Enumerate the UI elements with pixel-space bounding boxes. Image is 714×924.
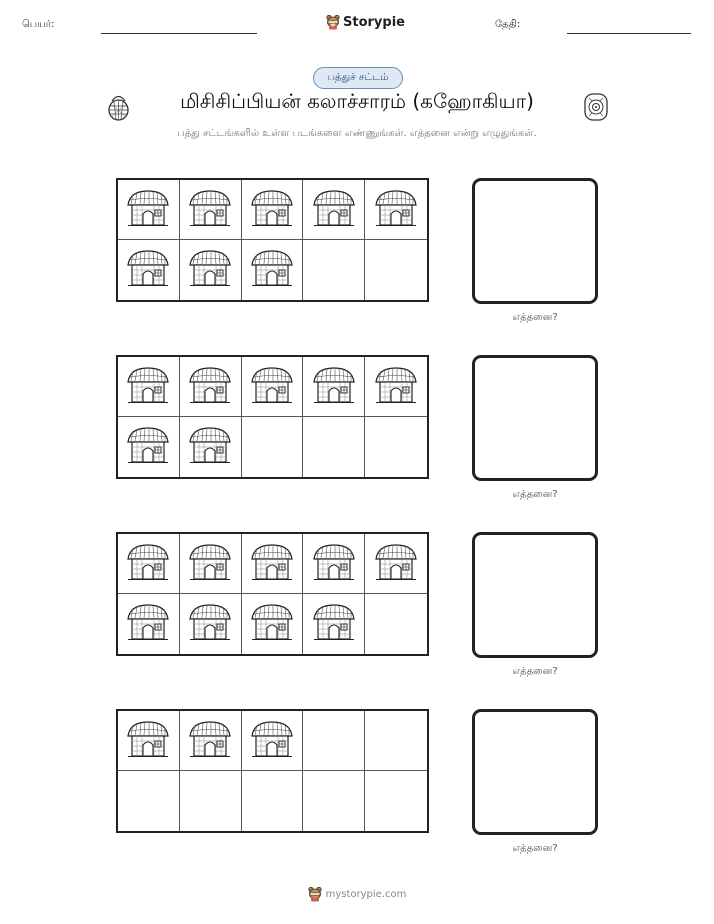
thatched-hut-icon <box>374 188 418 232</box>
thatched-hut-icon <box>126 425 170 469</box>
ten-frame-cell <box>118 594 180 654</box>
thatched-hut-icon <box>126 719 170 763</box>
thatched-hut-icon <box>374 542 418 586</box>
answer-box-1[interactable] <box>472 178 598 304</box>
ten-frame-cell <box>242 240 304 300</box>
thatched-hut-icon <box>188 248 232 292</box>
thatched-hut-icon <box>250 542 294 586</box>
ten-frame-cell <box>242 534 304 594</box>
shell-gorget-icon <box>583 92 609 122</box>
thatched-hut-icon <box>312 542 356 586</box>
thatched-hut-icon <box>374 365 418 409</box>
thatched-hut-icon <box>312 188 356 232</box>
ten-frame-cell <box>242 180 304 240</box>
ten-frame-cell <box>180 534 242 594</box>
ten-frame-cell <box>303 771 365 831</box>
footer <box>0 886 714 902</box>
worksheet-type-badge: பத்துச் சட்டம் <box>313 67 403 89</box>
ten-frame-cell <box>118 240 180 300</box>
ten-frame-cell <box>303 357 365 417</box>
ten-frame-cell <box>303 594 365 654</box>
thatched-hut-icon <box>188 188 232 232</box>
ten-frame-cell <box>242 357 304 417</box>
ten-frame-cell <box>180 180 242 240</box>
ten-frame-cell <box>303 180 365 240</box>
thatched-hut-icon <box>126 248 170 292</box>
ten-frame-cell <box>365 534 427 594</box>
ten-frame-cell <box>118 180 180 240</box>
answer-prompt-1: எத்தனை? <box>512 312 558 323</box>
thatched-hut-icon <box>126 188 170 232</box>
ten-frame-cell <box>303 417 365 477</box>
date-line[interactable] <box>567 33 691 34</box>
thatched-hut-icon <box>250 188 294 232</box>
answer-prompt-3: எத்தனை? <box>512 666 558 677</box>
thatched-hut-icon <box>312 365 356 409</box>
ten-frame-cell <box>118 534 180 594</box>
ten-frame-3 <box>116 532 429 656</box>
answer-prompt-2: எத்தனை? <box>512 489 558 500</box>
worksheet-title: மிசிசிப்பியன் கலாச்சாரம் (கஹோகியா) <box>180 89 534 113</box>
answer-box-3[interactable] <box>472 532 598 658</box>
storypie-bear-logo <box>308 886 322 902</box>
instructions: பத்து சட்டங்களில் உள்ள படங்களை எண்ணுங்கள். எத்தனை என்று எழுதுங்கள். <box>177 128 537 139</box>
ten-frame-cell <box>180 357 242 417</box>
ten-frame-cell <box>118 771 180 831</box>
ten-frame-cell <box>303 240 365 300</box>
footer-url: mystorypie.com <box>325 888 407 900</box>
ten-frame-2 <box>116 355 429 479</box>
ten-frame-cell <box>180 771 242 831</box>
thatched-hut-icon <box>250 248 294 292</box>
storypie-brand <box>326 14 405 30</box>
thatched-hut-icon <box>188 602 232 646</box>
brand-name: Storypie <box>343 14 405 30</box>
ten-frame-cell <box>180 417 242 477</box>
answer-box-2[interactable] <box>472 355 598 481</box>
thatched-hut-icon <box>188 365 232 409</box>
ten-frame-cell <box>242 711 304 771</box>
ten-frame-4 <box>116 709 429 833</box>
answer-box-4[interactable] <box>472 709 598 835</box>
thatched-hut-icon <box>250 602 294 646</box>
thatched-hut-icon <box>126 602 170 646</box>
ten-frame-cell <box>365 357 427 417</box>
ten-frame-cell <box>365 711 427 771</box>
thatched-hut-icon <box>126 542 170 586</box>
ten-frame-cell <box>180 240 242 300</box>
ten-frame-cell <box>180 594 242 654</box>
ten-frame-cell <box>365 240 427 300</box>
ten-frame-cell <box>303 534 365 594</box>
storypie-bear-logo <box>326 14 340 30</box>
thatched-hut-icon <box>188 425 232 469</box>
thatched-hut-icon <box>126 365 170 409</box>
ten-frame-cell <box>303 711 365 771</box>
ten-frame-cell <box>365 594 427 654</box>
ten-frame-cell <box>180 711 242 771</box>
ten-frame-cell <box>242 594 304 654</box>
date-label: தேதி: <box>495 19 521 30</box>
ten-frame-cell <box>118 711 180 771</box>
ten-frame-cell <box>118 417 180 477</box>
ten-frame-cell <box>365 180 427 240</box>
thatched-hut-icon <box>250 365 294 409</box>
answer-prompt-4: எத்தனை? <box>512 843 558 854</box>
thatched-hut-icon <box>188 542 232 586</box>
thatched-hut-icon <box>312 602 356 646</box>
thatched-hut-icon <box>250 719 294 763</box>
ten-frame-cell <box>365 771 427 831</box>
ten-frame-cell <box>365 417 427 477</box>
name-label: பெயர்: <box>22 19 55 30</box>
name-line[interactable] <box>101 33 257 34</box>
ten-frame-cell <box>242 771 304 831</box>
ten-frame-1 <box>116 178 429 302</box>
ten-frame-cell <box>118 357 180 417</box>
ten-frame-cell <box>242 417 304 477</box>
thatched-hut-icon <box>188 719 232 763</box>
